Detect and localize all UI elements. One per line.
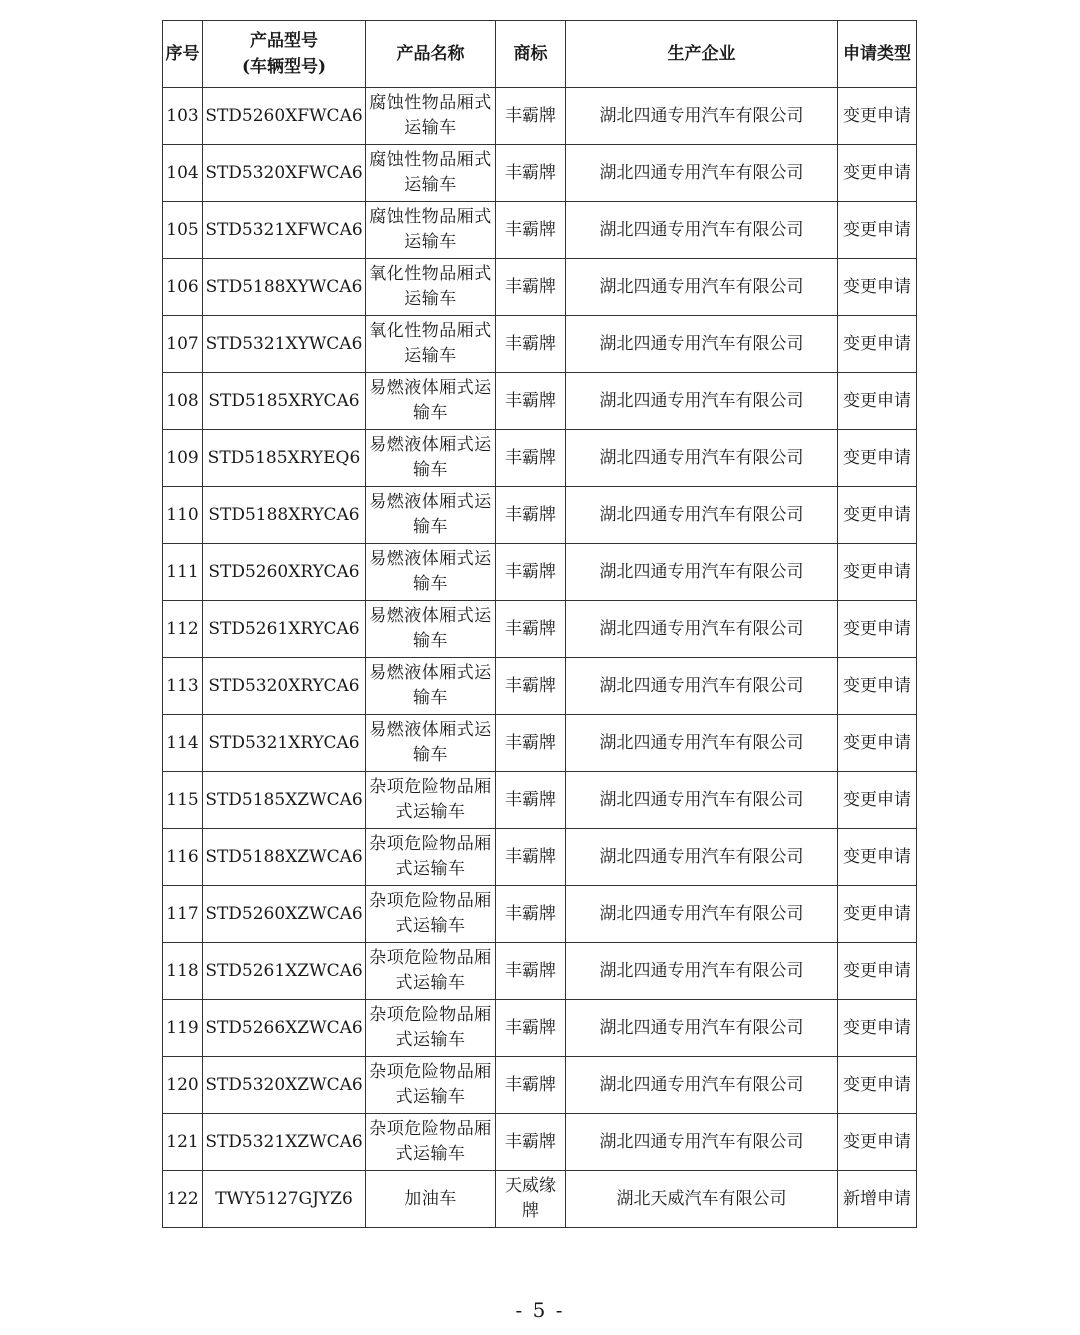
cell-brand: 丰霸牌 [496, 430, 566, 487]
cell-brand: 丰霸牌 [496, 886, 566, 943]
cell-product-name: 腐蚀性物品厢式运输车 [366, 145, 496, 202]
cell-brand: 丰霸牌 [496, 145, 566, 202]
table-row [163, 772, 917, 829]
cell-product-name: 加油车 [366, 1171, 496, 1228]
header-name: 产品名称 [366, 21, 496, 88]
cell-maker: 湖北四通专用汽车有限公司 [566, 373, 838, 430]
cell-seq: 121 [163, 1114, 203, 1171]
cell-product-name: 杂项危险物品厢式运输车 [366, 886, 496, 943]
cell-maker: 湖北四通专用汽车有限公司 [566, 715, 838, 772]
cell-maker: 湖北四通专用汽车有限公司 [566, 829, 838, 886]
cell-seq: 115 [163, 772, 203, 829]
table-row [163, 829, 917, 886]
cell-application-type: 变更申请 [838, 316, 917, 373]
table-header-row [163, 21, 917, 88]
cell-application-type: 变更申请 [838, 943, 917, 1000]
table-row [163, 202, 917, 259]
cell-product-name: 杂项危险物品厢式运输车 [366, 829, 496, 886]
cell-brand: 丰霸牌 [496, 487, 566, 544]
cell-seq: 109 [163, 430, 203, 487]
cell-application-type: 变更申请 [838, 829, 917, 886]
cell-brand: 丰霸牌 [496, 1057, 566, 1114]
cell-brand: 丰霸牌 [496, 202, 566, 259]
cell-application-type: 新增申请 [838, 1171, 917, 1228]
cell-maker: 湖北四通专用汽车有限公司 [566, 1000, 838, 1057]
cell-application-type: 变更申请 [838, 601, 917, 658]
cell-maker: 湖北四通专用汽车有限公司 [566, 1057, 838, 1114]
cell-product-name: 易燃液体厢式运输车 [366, 373, 496, 430]
cell-seq: 106 [163, 259, 203, 316]
cell-brand: 丰霸牌 [496, 1114, 566, 1171]
cell-seq: 120 [163, 1057, 203, 1114]
cell-seq: 122 [163, 1171, 203, 1228]
cell-maker: 湖北四通专用汽车有限公司 [566, 316, 838, 373]
cell-model: STD5321XFWCA6 [203, 202, 366, 259]
cell-seq: 119 [163, 1000, 203, 1057]
cell-seq: 116 [163, 829, 203, 886]
table-row [163, 1057, 917, 1114]
cell-maker: 湖北四通专用汽车有限公司 [566, 1114, 838, 1171]
cell-brand: 丰霸牌 [496, 1000, 566, 1057]
cell-seq: 103 [163, 88, 203, 145]
cell-model: STD5185XRYEQ6 [203, 430, 366, 487]
cell-application-type: 变更申请 [838, 202, 917, 259]
cell-seq: 110 [163, 487, 203, 544]
cell-product-name: 杂项危险物品厢式运输车 [366, 1057, 496, 1114]
table-row [163, 259, 917, 316]
cell-application-type: 变更申请 [838, 658, 917, 715]
cell-brand: 丰霸牌 [496, 316, 566, 373]
cell-seq: 108 [163, 373, 203, 430]
cell-model: TWY5127GJYZ6 [203, 1171, 366, 1228]
cell-maker: 湖北四通专用汽车有限公司 [566, 601, 838, 658]
cell-product-name: 杂项危险物品厢式运输车 [366, 1000, 496, 1057]
cell-application-type: 变更申请 [838, 259, 917, 316]
cell-maker: 湖北四通专用汽车有限公司 [566, 259, 838, 316]
header-type: 申请类型 [838, 21, 917, 88]
cell-maker: 湖北四通专用汽车有限公司 [566, 487, 838, 544]
cell-product-name: 腐蚀性物品厢式运输车 [366, 88, 496, 145]
cell-application-type: 变更申请 [838, 715, 917, 772]
cell-model: STD5261XZWCA6 [203, 943, 366, 1000]
cell-brand: 丰霸牌 [496, 88, 566, 145]
cell-maker: 湖北天威汽车有限公司 [566, 1171, 838, 1228]
cell-brand: 天威缘牌 [496, 1171, 566, 1228]
cell-application-type: 变更申请 [838, 544, 917, 601]
cell-product-name: 氧化性物品厢式运输车 [366, 316, 496, 373]
cell-product-name: 氧化性物品厢式运输车 [366, 259, 496, 316]
cell-model: STD5260XFWCA6 [203, 88, 366, 145]
cell-maker: 湖北四通专用汽车有限公司 [566, 658, 838, 715]
table-row [163, 886, 917, 943]
cell-product-name: 易燃液体厢式运输车 [366, 487, 496, 544]
cell-product-name: 易燃液体厢式运输车 [366, 715, 496, 772]
cell-model: STD5260XZWCA6 [203, 886, 366, 943]
table-row [163, 544, 917, 601]
cell-product-name: 易燃液体厢式运输车 [366, 544, 496, 601]
cell-brand: 丰霸牌 [496, 829, 566, 886]
cell-maker: 湖北四通专用汽车有限公司 [566, 430, 838, 487]
cell-model: STD5260XRYCA6 [203, 544, 366, 601]
cell-application-type: 变更申请 [838, 1114, 917, 1171]
product-table [162, 20, 917, 1228]
header-model-line1: 产品型号 [250, 31, 318, 51]
cell-application-type: 变更申请 [838, 430, 917, 487]
cell-application-type: 变更申请 [838, 886, 917, 943]
cell-maker: 湖北四通专用汽车有限公司 [566, 202, 838, 259]
table-row [163, 88, 917, 145]
cell-product-name: 杂项危险物品厢式运输车 [366, 1114, 496, 1171]
cell-application-type: 变更申请 [838, 88, 917, 145]
cell-model: STD5320XRYCA6 [203, 658, 366, 715]
cell-brand: 丰霸牌 [496, 373, 566, 430]
table-row [163, 145, 917, 202]
cell-model: STD5320XFWCA6 [203, 145, 366, 202]
table-row [163, 715, 917, 772]
cell-seq: 114 [163, 715, 203, 772]
cell-brand: 丰霸牌 [496, 715, 566, 772]
cell-maker: 湖北四通专用汽车有限公司 [566, 943, 838, 1000]
table-row [163, 601, 917, 658]
cell-product-name: 杂项危险物品厢式运输车 [366, 943, 496, 1000]
cell-model: STD5266XZWCA6 [203, 1000, 366, 1057]
table-row [163, 658, 917, 715]
cell-model: STD5188XZWCA6 [203, 829, 366, 886]
cell-seq: 107 [163, 316, 203, 373]
cell-seq: 104 [163, 145, 203, 202]
table-row [163, 373, 917, 430]
header-model [203, 21, 366, 88]
cell-application-type: 变更申请 [838, 1057, 917, 1114]
table-row [163, 943, 917, 1000]
cell-product-name: 杂项危险物品厢式运输车 [366, 772, 496, 829]
cell-product-name: 易燃液体厢式运输车 [366, 430, 496, 487]
header-seq: 序号 [163, 21, 203, 88]
cell-product-name: 易燃液体厢式运输车 [366, 601, 496, 658]
cell-application-type: 变更申请 [838, 487, 917, 544]
cell-model: STD5321XRYCA6 [203, 715, 366, 772]
table-body [163, 88, 917, 1228]
table-row [163, 1171, 917, 1228]
cell-application-type: 变更申请 [838, 145, 917, 202]
cell-brand: 丰霸牌 [496, 544, 566, 601]
cell-seq: 118 [163, 943, 203, 1000]
cell-maker: 湖北四通专用汽车有限公司 [566, 886, 838, 943]
cell-seq: 117 [163, 886, 203, 943]
cell-model: STD5261XRYCA6 [203, 601, 366, 658]
cell-maker: 湖北四通专用汽车有限公司 [566, 145, 838, 202]
header-model-line2: (车辆型号) [241, 57, 327, 77]
header-maker: 生产企业 [566, 21, 838, 88]
cell-brand: 丰霸牌 [496, 772, 566, 829]
table-row [163, 430, 917, 487]
cell-seq: 113 [163, 658, 203, 715]
cell-brand: 丰霸牌 [496, 601, 566, 658]
cell-model: STD5185XZWCA6 [203, 772, 366, 829]
table-row [163, 1114, 917, 1171]
table-row [163, 1000, 917, 1057]
cell-maker: 湖北四通专用汽车有限公司 [566, 88, 838, 145]
table-row [163, 487, 917, 544]
cell-maker: 湖北四通专用汽车有限公司 [566, 772, 838, 829]
cell-brand: 丰霸牌 [496, 943, 566, 1000]
cell-product-name: 易燃液体厢式运输车 [366, 658, 496, 715]
cell-seq: 111 [163, 544, 203, 601]
cell-model: STD5321XYWCA6 [203, 316, 366, 373]
cell-application-type: 变更申请 [838, 772, 917, 829]
cell-application-type: 变更申请 [838, 1000, 917, 1057]
cell-model: STD5321XZWCA6 [203, 1114, 366, 1171]
cell-model: STD5185XRYCA6 [203, 373, 366, 430]
header-brand: 商标 [496, 21, 566, 88]
cell-model: STD5320XZWCA6 [203, 1057, 366, 1114]
cell-seq: 112 [163, 601, 203, 658]
cell-product-name: 腐蚀性物品厢式运输车 [366, 202, 496, 259]
cell-application-type: 变更申请 [838, 373, 917, 430]
cell-brand: 丰霸牌 [496, 259, 566, 316]
cell-brand: 丰霸牌 [496, 658, 566, 715]
cell-model: STD5188XYWCA6 [203, 259, 366, 316]
cell-maker: 湖北四通专用汽车有限公司 [566, 544, 838, 601]
table-row [163, 316, 917, 373]
page-number: - 5 - [515, 1298, 565, 1322]
cell-model: STD5188XRYCA6 [203, 487, 366, 544]
cell-seq: 105 [163, 202, 203, 259]
